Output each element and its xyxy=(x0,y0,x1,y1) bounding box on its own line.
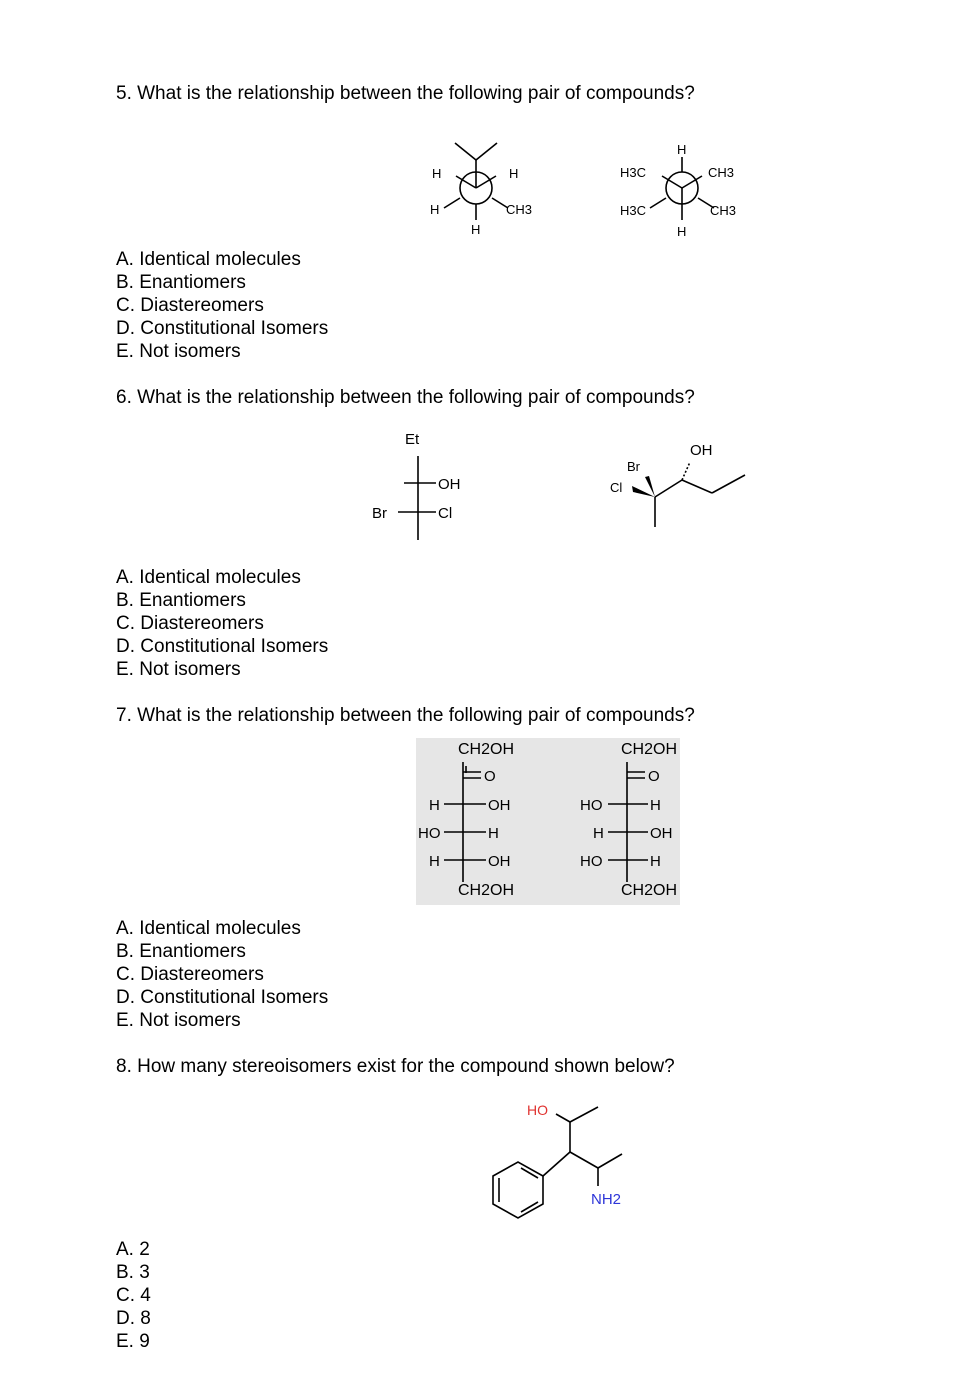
question-6-text: 6. What is the relationship between the following pair of compounds? xyxy=(116,387,695,408)
fischer-left-r3-left: H xyxy=(429,853,440,870)
q8-ho-label: HO xyxy=(527,1102,548,1118)
q5-option-b[interactable]: B. Enantiomers xyxy=(116,272,246,293)
newman-left-h-upper-left: H xyxy=(432,166,442,181)
fischer-right-r3-left: HO xyxy=(580,853,603,870)
fischer-q6-br: Br xyxy=(372,505,387,522)
fischer-right-bottom: CH2OH xyxy=(621,882,678,899)
q7-option-e[interactable]: E. Not isomers xyxy=(116,1010,241,1031)
skeletal-q6-oh: OH xyxy=(690,442,713,459)
question-8-options xyxy=(116,1238,151,1353)
q8-nh2-label: NH2 xyxy=(591,1191,622,1208)
q6-option-b[interactable]: B. Enantiomers xyxy=(116,590,246,611)
fischer-left-r1-left: H xyxy=(429,797,440,814)
newman-left-h-lower-left: H xyxy=(430,202,440,217)
q7-option-d[interactable]: D. Constitutional Isomers xyxy=(116,987,329,1008)
newman-right-h3c-upper-left: H3C xyxy=(620,165,647,180)
fischer-left-carbonyl-o: O xyxy=(484,768,496,785)
fischer-left-r2-left: HO xyxy=(418,825,441,842)
newman-left-h-bottom: H xyxy=(471,222,481,237)
question-8-text: 8. How many stereoisomers exist for the compound shown below? xyxy=(116,1056,675,1077)
q5-option-d[interactable]: D. Constitutional Isomers xyxy=(116,318,329,339)
fischer-q6-top-et: Et xyxy=(405,431,420,448)
q8-option-d[interactable]: D. 8 xyxy=(116,1308,151,1329)
newman-right-h-top: H xyxy=(677,142,687,157)
fischer-left-r2-right: H xyxy=(488,825,499,842)
fischer-right-r2-right: OH xyxy=(650,825,673,842)
q7-option-a[interactable]: A. Identical molecules xyxy=(116,918,301,939)
fischer-right-r1-left: HO xyxy=(580,797,603,814)
fischer-left-r1-right: OH xyxy=(488,797,511,814)
q8-option-a[interactable]: A. 2 xyxy=(116,1239,150,1260)
q6-option-c[interactable]: C. Diastereomers xyxy=(116,613,264,634)
question-7-text: 7. What is the relationship between the following pair of compounds? xyxy=(116,705,695,726)
q7-option-b[interactable]: B. Enantiomers xyxy=(116,941,246,962)
fischer-left-r3-right: OH xyxy=(488,853,511,870)
q7-option-c[interactable]: C. Diastereomers xyxy=(116,964,264,985)
q5-option-e[interactable]: E. Not isomers xyxy=(116,341,241,362)
fischer-q6-cl: Cl xyxy=(438,505,453,522)
q8-option-c[interactable]: C. 4 xyxy=(116,1285,151,1306)
q6-option-e[interactable]: E. Not isomers xyxy=(116,659,241,680)
fischer-right-r2-left: H xyxy=(593,825,604,842)
q6-option-a[interactable]: A. Identical molecules xyxy=(116,567,301,588)
benzene-ring xyxy=(493,1162,543,1218)
newman-left-ch3-lower-right: CH3 xyxy=(506,202,533,217)
newman-right-h-bottom: H xyxy=(677,224,687,239)
fischer-right-top: CH2OH xyxy=(621,741,678,758)
question-5-text: 5. What is the relationship between the following pair of compounds? xyxy=(116,83,695,104)
newman-right-ch3-lower-right: CH3 xyxy=(710,203,737,218)
newman-right-ch3-upper-right: CH3 xyxy=(708,165,735,180)
skeletal-q6-cl: Cl xyxy=(610,480,623,495)
fischer-left-top: CH2OH xyxy=(458,741,515,758)
fischer-right-r1-right: H xyxy=(650,797,661,814)
fischer-q6-oh: OH xyxy=(438,476,461,493)
fischer-left-bottom: CH2OH xyxy=(458,882,515,899)
fischer-right-r3-right: H xyxy=(650,853,661,870)
skeletal-q6-br: Br xyxy=(627,459,640,474)
fischer-right-carbonyl-o: O xyxy=(648,768,660,785)
q8-option-b[interactable]: B. 3 xyxy=(116,1262,150,1283)
q6-option-d[interactable]: D. Constitutional Isomers xyxy=(116,636,329,657)
q5-option-a[interactable]: A. Identical molecules xyxy=(116,249,301,270)
q5-option-c[interactable]: C. Diastereomers xyxy=(116,295,264,316)
q8-option-e[interactable]: E. 9 xyxy=(116,1331,150,1352)
newman-right-h3c-lower-left: H3C xyxy=(620,203,647,218)
newman-left-h-upper-right: H xyxy=(509,166,519,181)
